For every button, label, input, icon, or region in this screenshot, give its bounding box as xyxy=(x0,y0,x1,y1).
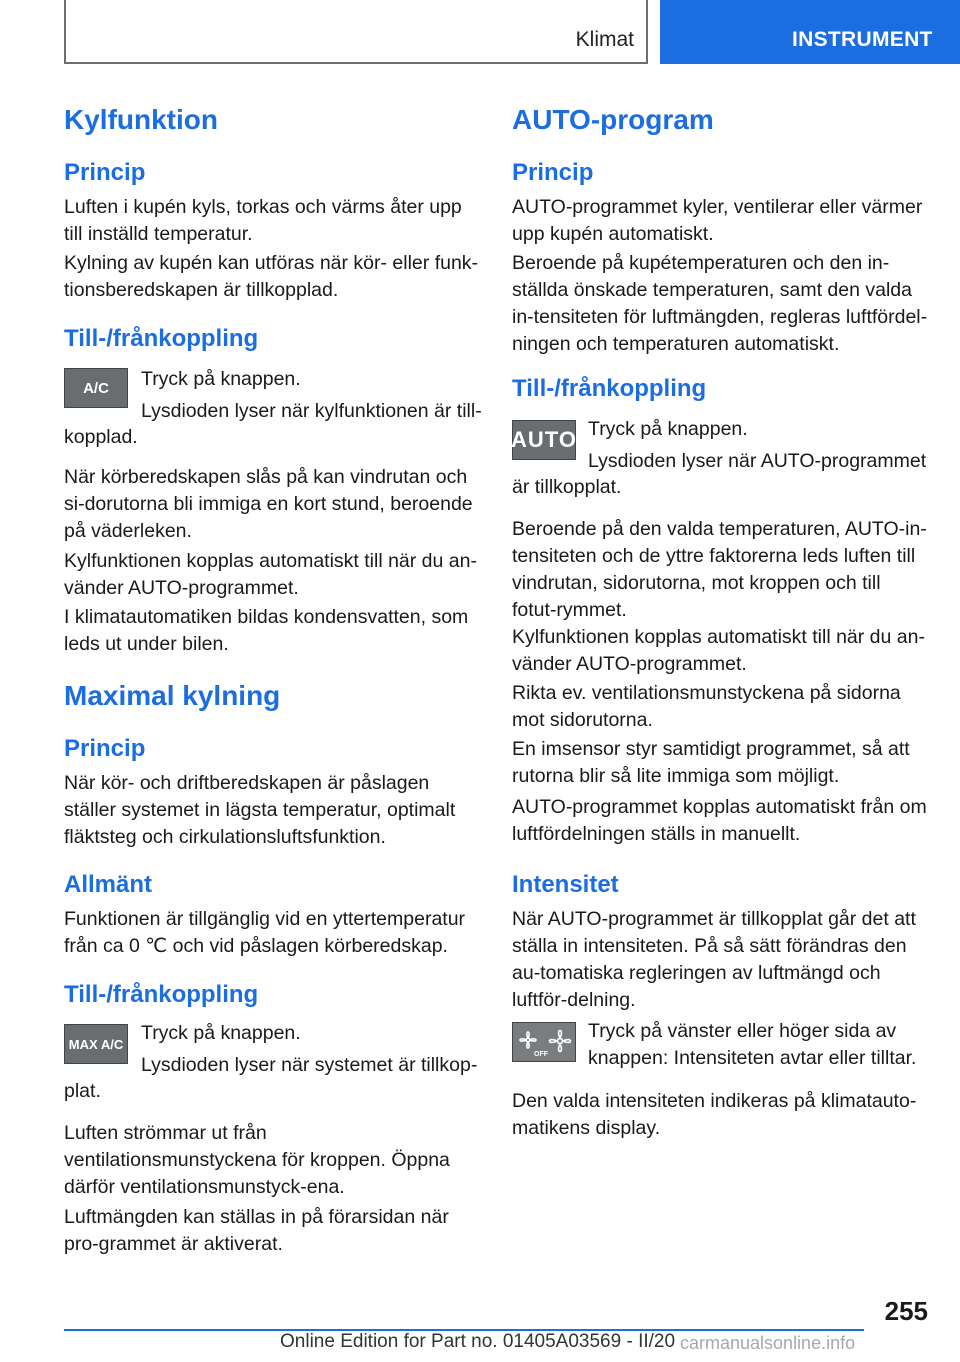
paragraph: Kylfunktionen kopplas automatiskt till när du an-vänder AUTO-programmet. xyxy=(512,626,925,675)
heading-auto-program: AUTO-program xyxy=(512,104,714,135)
heading-till-franskoppling: Till-/frånkoppling xyxy=(64,325,259,352)
ac-button-icon: A/C xyxy=(64,368,128,408)
paragraph: Funktionen är tillgänglig vid en yttertemperatur från ca 0 ℃ och vid påslagen körberedskap. xyxy=(64,908,466,957)
heading-princip: Princip xyxy=(64,735,146,762)
paragraph: Kylning av kupén kan utföras när kör- eller funk-tionsberedskapen är tillkopplad. xyxy=(64,252,479,301)
section-tab-label: Klimat xyxy=(575,28,634,51)
paragraph: Luftmängden kan ställas in på förarsidan när pro-grammet är aktiverat. xyxy=(64,1206,449,1255)
instruction-step-cont: är tillkopplat. xyxy=(512,476,622,498)
heading-till-franskoppling: Till-/frånkoppling xyxy=(64,981,259,1008)
instruction-step: Tryck på vänster eller höger sida av knappen: Intensiteten avtar eller tilltar. xyxy=(588,1020,917,1069)
heading-maximal-kylning: Maximal kylning xyxy=(64,680,281,711)
paragraph: AUTO-programmet kyler, ventilerar eller värmer upp kupén automatiskt. xyxy=(512,196,923,245)
chapter-tab xyxy=(660,0,960,64)
instruction-step-cont: plat. xyxy=(64,1080,101,1102)
instruction-step: Tryck på knappen. xyxy=(141,1022,301,1044)
fan-intensity-button-icon xyxy=(512,1022,576,1062)
paragraph: Luften i kupén kyls, torkas och värms åter upp till inställd temperatur. xyxy=(64,196,462,245)
paragraph: Beroende på den valda temperaturen, AUTO-in-tensiteten och de yttre faktorerna leds luften till vindrutan, sidorutorna, mot kroppen och till fotut-rymmet. xyxy=(512,518,927,621)
instruction-step: Lysdioden lyser när kylfunktionen är till- xyxy=(141,400,482,422)
paragraph: AUTO-programmet kopplas automatiskt från om luftfördelningen ställs in manuellt. xyxy=(512,796,927,845)
heading-intensitet: Intensitet xyxy=(512,871,619,898)
instruction-step-cont: kopplad. xyxy=(64,426,138,448)
paragraph: När AUTO-programmet är tillkopplat går det att ställa in intensiteten. På så sätt förändras den au-tomatiska regleringen av luftmängd och luftför-delning. xyxy=(512,908,916,1011)
instruction-step: Lysdioden lyser när AUTO-programmet xyxy=(588,450,927,472)
watermark: carmanualsonline.info xyxy=(680,1333,856,1353)
heading-princip: Princip xyxy=(64,159,146,186)
heading-princip: Princip xyxy=(512,159,594,186)
fan-icon xyxy=(514,1024,574,1060)
svg-text:OFF: OFF xyxy=(534,1051,548,1058)
edition-note: Online Edition for Part no. 01405A03569 - II/20 xyxy=(280,1331,676,1352)
paragraph: När körberedskapen slås på kan vindrutan och si-dorutorna bli immiga en kort stund, beroende på väderleken. xyxy=(64,466,473,542)
heading-kylfunktion: Kylfunktion xyxy=(64,104,218,135)
paragraph: I klimatautomatiken bildas kondensvatten, som leds ut under bilen. xyxy=(64,606,469,655)
paragraph: Beroende på kupétemperaturen och den in-ställda önskade temperaturen, samt den valda in-tensiteten för luftmängden, regleras luftfördel-ningen och temperaturen automatiskt. xyxy=(512,252,928,355)
instruction-step: Tryck på knappen. xyxy=(588,418,748,440)
paragraph: Kylfunktionen kopplas automatiskt till när du an-vänder AUTO-programmet. xyxy=(64,550,477,599)
max-ac-button-icon: MAX A/C xyxy=(64,1024,128,1064)
paragraph: Den valda intensiteten indikeras på klimatauto-matikens display. xyxy=(512,1090,917,1139)
heading-till-franskoppling: Till-/frånkoppling xyxy=(512,375,707,402)
paragraph: När kör- och driftberedskapen är påslagen ställer systemet in lägsta temperatur, optimalt fläktsteg och cirkulationsluftsfunktion. xyxy=(64,772,456,848)
paragraph: Luften strömmar ut från ventilationsmunstyckena för kroppen. Öppna därför ventilationsmunstyck-ena. xyxy=(64,1122,450,1198)
page-number: 255 xyxy=(884,1296,928,1326)
paragraph: En imsensor styr samtidigt programmet, så att rutorna blir så lite immiga som möjligt. xyxy=(512,738,910,787)
heading-allmant: Allmänt xyxy=(64,871,153,898)
chapter-tab-label: INSTRUMENT xyxy=(792,28,933,51)
instruction-step: Lysdioden lyser när systemet är tillkop- xyxy=(141,1054,478,1076)
section-tab xyxy=(64,0,648,64)
paragraph: Rikta ev. ventilationsmunstyckena på sidorna mot sidorutorna. xyxy=(512,682,901,731)
instruction-step: Tryck på knappen. xyxy=(141,368,301,390)
auto-button-icon: AUTO xyxy=(512,420,576,460)
